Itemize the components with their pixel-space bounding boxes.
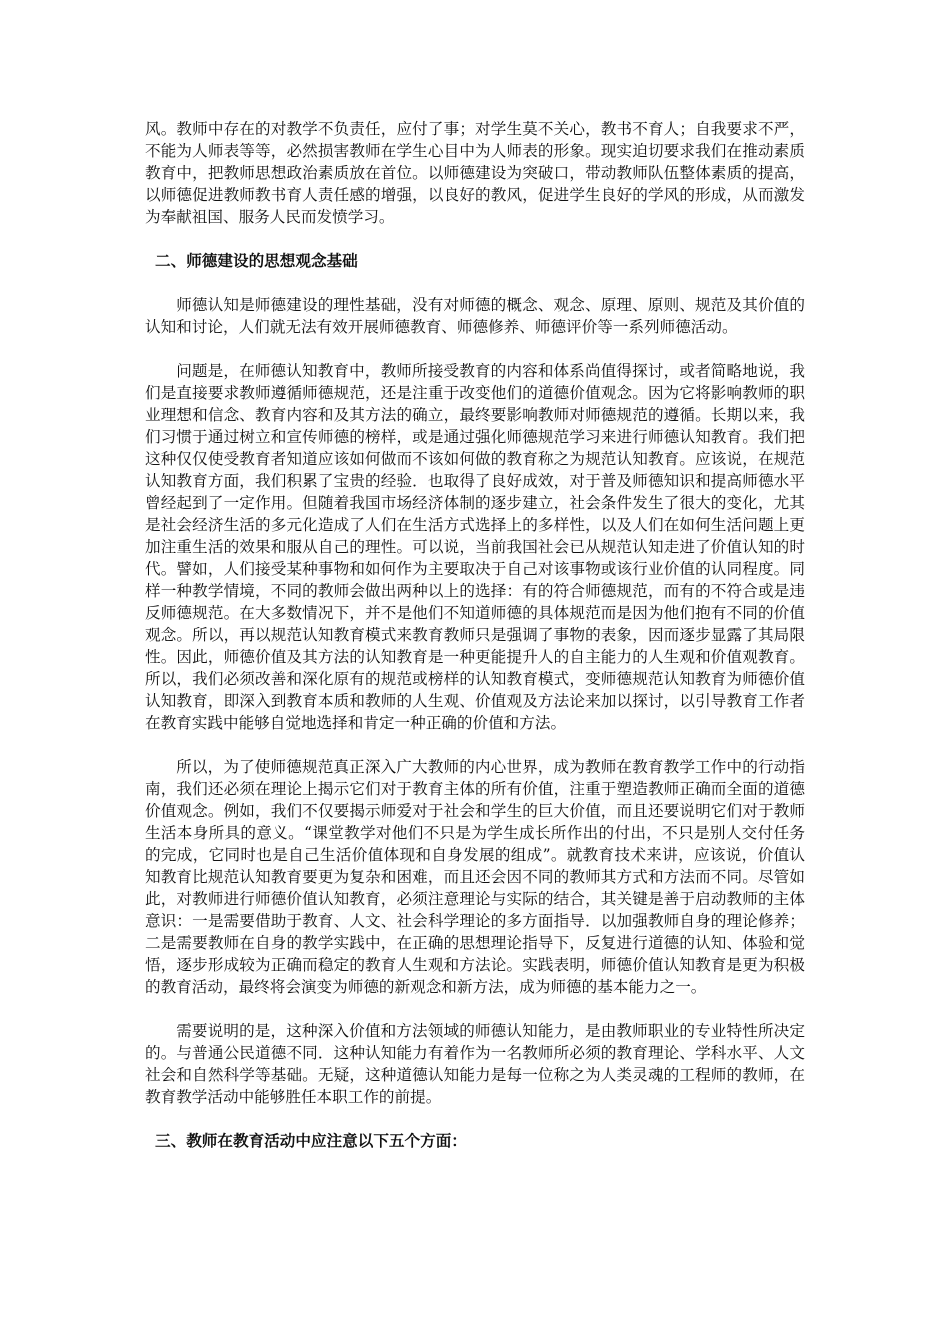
spacer bbox=[145, 734, 805, 756]
section-heading-2: 二、师德建设的思想观念基础 bbox=[155, 251, 358, 270]
paragraph-3: 所以，为了使师德规范真正深入广大教师的内心世界，成为教师在教育教学工作中的行动指南，我们还必须在理论上揭示它们对于教育主体的所有价值，注重于塑造教师正确而全面的道德价值观念。例如，我们不仅要揭示师爱对于社会和学生的巨大价值，而且还要说明它们对于教师生活本身所具的意义。“课堂教学对他们不只是为学生成长所作出的付出，不只是别人交付任务的完成，它同时也是自己生活价值体现和自身发展的组成”。就教育技术来讲，应该说，价值认知教育比规范认知教育要更为复杂和困难，而且还会因不同的教师其方式和方法而不同。尽管如此，对教师进行师德价值认知教育，必须注意理论与实际的结合，其关键是善于启动教师的主体意识：一是需要借助于教育、人文、社会科学理论的多方面指导．以加强教师自身的理论修养；二是需要教师在自身的教学实践中，在正确的思想理论指导下，反复进行道德的认知、体验和觉悟，逐步形成较为正确而稳定的教育人生观和方法论。实践表明，师德价值认知教育是更为积极的教育活动，最终将会演变为师德的新观念和新方法，成为师德的基本能力之一。 bbox=[145, 758, 805, 996]
spacer bbox=[145, 272, 805, 294]
paragraph-2: 问题是，在师德认知教育中，教师所接受教育的内容和体系尚值得探讨，或者简略地说，我们是直接要求教师遵循师德规范，还是注重于改变他们的道德价值观念。因为它将影响教师的职业理想和信念、教育内容和及其方法的确立，最终要影响教师对师德规范的遵循。长期以来，我们习惯于通过树立和宣传师德的榜样，或是通过强化师德规范学习来进行师德认知教育。我们把这种仅仅使受教育者知道应该如何做而不该如何做的教育称之为规范认知教育。应该说，在规范认知教育方面，我们积累了宝贵的经验．也取得了良好成效，对于普及师德知识和提高师德水平曾经起到了一定作用。但随着我国市场经济体制的逐步建立，社会条件发生了很大的变化，尤其是社会经济生活的多元化造成了人们在生活方式选择上的多样性，以及人们在如何生活问题上更加注重生活的效果和服从自己的理性。可以说，当前我国社会已从规范认知走进了价值认知的时代。譬如，人们接受某种事物和如何作为主要取决于自己对该事物或该行业价值的认同程度。同样一种教学情境，不同的教师会做出两种以上的选择：有的符合师德规范，而有的不符合或是违反师德规范。在大多数情况下，并不是他们不知道师德的具体规范而是因为他们抱有不同的价值观念。所以，再以规范认知教育模式来教育教师只是强调了事物的表象，因而逐步显露了其局限性。因此，师德价值及其方法的认知教育是一种更能提升人的自主能力的人生观和价值观教育。所以，我们必须改善和深化原有的规范或榜样的认知教育模式，变师德规范认知教育为师德价值认知教育，即深入到教育本质和教师的人生观、价值观及方法论来加以探讨，以引导教育工作者在教育实践中能够自觉地选择和肯定一种正确的价值和方法。 bbox=[145, 362, 805, 732]
spacer bbox=[145, 228, 805, 250]
spacer bbox=[145, 1108, 805, 1130]
spacer bbox=[145, 998, 805, 1020]
paragraph-continuation: 风。教师中存在的对教学不负责任，应付了事；对学生莫不关心，教书不育人；自我要求不严，不能为人师表等等，必然损害教师在学生心目中为人师表的形象。现实迫切要求我们在推动素质教育中，把教师思想政治素质放在首位。以师德建设为突破口，带动教师队伍整体素质的提高，以师德促进教师教书育人责任感的增强，以良好的教风，促进学生良好的学风的形成，从而激发为奉献祖国、服务人民而发愤学习。 bbox=[145, 120, 805, 226]
document-page bbox=[145, 118, 805, 1152]
section-heading-3: 三、教师在教育活动中应注意以下五个方面： bbox=[155, 1131, 467, 1150]
paragraph-1: 师德认知是师德建设的理性基础，没有对师德的概念、观念、原理、原则、规范及其价值的认知和讨论，人们就无法有效开展师德教育、师德修养、师德评价等一系列师德活动。 bbox=[145, 296, 805, 336]
paragraph-4: 需要说明的是，这种深入价值和方法领域的师德认知能力，是由教师职业的专业特性所决定的。与普通公民道德不同．这种认知能力有着作为一名教师所必须的教育理论、学科水平、人文社会和自然科学等基础。无疑，这种道德认知能力是每一位称之为人类灵魂的工程师的教师，在教育教学活动中能够胜任本职工作的前提。 bbox=[145, 1022, 805, 1106]
spacer bbox=[145, 338, 805, 360]
